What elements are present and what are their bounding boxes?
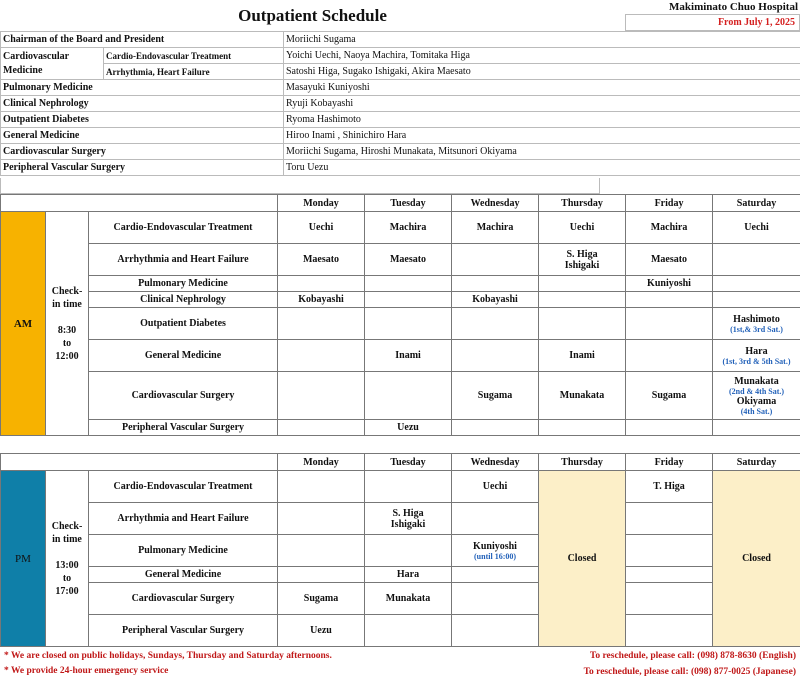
- table-row: General Medicine Hara: [1, 567, 800, 583]
- staff-value: Yoichi Uechi, Naoya Machira, Tomitaka Higa: [284, 48, 800, 64]
- staff-value: Moriichi Sugama: [284, 32, 800, 48]
- dept-label: General Medicine: [89, 567, 278, 583]
- am-schedule-table: [0, 194, 800, 436]
- pm-checkin-time: Check-in time 13:00 to 17:00: [46, 471, 89, 647]
- staff-value: Ryuji Kobayashi: [284, 96, 800, 112]
- day-header: Saturday: [713, 195, 800, 212]
- staff-label: Cardiovascular Medicine: [1, 48, 104, 80]
- day-header: Tuesday: [365, 454, 452, 471]
- table-row: PM Check-in time 13:00 to 17:00 Cardio-Endovascular Treatment Uechi Closed T. Higa Closed: [1, 471, 800, 503]
- footer-note-holidays: * We are closed on public holidays, Sundays, Thursday and Saturday afternoons.: [4, 651, 332, 661]
- staff-value: Satoshi Higa, Sugako Ishigaki, Akira Maesato: [284, 64, 800, 80]
- pm-block-label: PM: [1, 471, 46, 647]
- day-header: Thursday: [539, 454, 626, 471]
- day-header: Saturday: [713, 454, 800, 471]
- staff-row-cardio-endo: [1, 48, 800, 64]
- pm-header-row: [1, 454, 800, 471]
- staff-row-arrhythmia: [1, 64, 800, 80]
- staff-value: Moriichi Sugama, Hiroshi Munakata, Mitsunori Okiyama: [284, 144, 800, 160]
- table-row: Pulmonary Medicine Kuniyoshi: [1, 276, 800, 292]
- staff-row-pulmonary: [1, 80, 800, 96]
- table-row: Peripheral Vascular Surgery Uezu: [1, 615, 800, 647]
- table-row: Arrhythmia and Heart Failure S. Higa Ishigaki: [1, 503, 800, 535]
- saturday-closed: Closed: [713, 471, 800, 647]
- am-checkin-time: Check-in time 8:30 to 12:00: [46, 212, 89, 436]
- staff-row-chairman: [1, 32, 800, 48]
- page-title: Outpatient Schedule: [238, 6, 387, 25]
- staff-row-surgery: [1, 144, 800, 160]
- staff-table: [0, 31, 800, 176]
- day-header: Friday: [626, 454, 713, 471]
- table-row: AM Check-in time 8:30 to 12:00 Cardio-Endovascular Treatment Uechi Machira Machira Uechi Machira Uechi: [1, 212, 800, 244]
- staff-row-general: [1, 128, 800, 144]
- table-row: Arrhythmia and Heart Failure Maesato Maesato S. Higa Ishigaki Maesato: [1, 244, 800, 276]
- staff-sublabel: Cardio-Endovascular Treatment: [104, 48, 284, 64]
- dept-label: Clinical Nephrology: [89, 292, 278, 308]
- staff-label: General Medicine: [1, 128, 284, 144]
- day-header: Tuesday: [365, 195, 452, 212]
- dept-label: Outpatient Diabetes: [89, 308, 278, 340]
- dept-label: Peripheral Vascular Surgery: [89, 615, 278, 647]
- staff-value: Ryoma Hashimoto: [284, 112, 800, 128]
- day-header: Wednesday: [452, 454, 539, 471]
- day-header: Thursday: [539, 195, 626, 212]
- staff-sublabel: Arrhythmia, Heart Failure: [104, 64, 284, 80]
- staff-row-pvs: [1, 160, 800, 176]
- staff-label: Outpatient Diabetes: [1, 112, 284, 128]
- effective-date: From July 1, 2025: [625, 14, 800, 31]
- table-row: Clinical Nephrology Kobayashi Kobayashi: [1, 292, 800, 308]
- table-row: Pulmonary Medicine Kuniyoshi (until 16:00): [1, 535, 800, 567]
- dept-label: Cardiovascular Surgery: [89, 372, 278, 420]
- table-row: Cardiovascular Surgery Sugama Munakata: [1, 583, 800, 615]
- staff-value: Toru Uezu: [284, 160, 800, 176]
- table-row: Peripheral Vascular Surgery Uezu: [1, 420, 800, 436]
- table-row: General Medicine Inami Inami Hara (1st, 3rd & 5th Sat.): [1, 340, 800, 372]
- day-header: Monday: [278, 454, 365, 471]
- day-header: Friday: [626, 195, 713, 212]
- staff-label: Cardiovascular Surgery: [1, 144, 284, 160]
- dept-label: Cardiovascular Surgery: [89, 583, 278, 615]
- am-header-row: [1, 195, 800, 212]
- staff-label: Clinical Nephrology: [1, 96, 284, 112]
- staff-label: Pulmonary Medicine: [1, 80, 284, 96]
- staff-label: Peripheral Vascular Surgery: [1, 160, 284, 176]
- dept-label: General Medicine: [89, 340, 278, 372]
- hospital-name: Makiminato Chuo Hospital: [669, 1, 798, 13]
- table-row: Outpatient Diabetes Hashimoto (1st,& 3rd Sat.): [1, 308, 800, 340]
- dept-label: Arrhythmia and Heart Failure: [89, 244, 278, 276]
- staff-value: Masayuki Kuniyoshi: [284, 80, 800, 96]
- day-header: Wednesday: [452, 195, 539, 212]
- staff-label: Chairman of the Board and President: [1, 32, 284, 48]
- table-row: Cardiovascular Surgery Sugama Munakata Sugama Munakata (2nd & 4th Sat.) Okiyama (4th Sat.): [1, 372, 800, 420]
- footer-phone-japanese: To reschedule, please call: (098) 877-0025 (Japanese): [583, 667, 796, 677]
- dept-label: Arrhythmia and Heart Failure: [89, 503, 278, 535]
- dept-label: Pulmonary Medicine: [89, 535, 278, 567]
- thursday-closed: Closed: [539, 471, 626, 647]
- footer-note-emergency: * We provide 24-hour emergency service: [4, 666, 169, 676]
- dept-label: Cardio-Endovascular Treatment: [89, 471, 278, 503]
- spacer-bar: [0, 178, 600, 194]
- dept-label: Pulmonary Medicine: [89, 276, 278, 292]
- staff-value: Hiroo Inami , Shinichiro Hara: [284, 128, 800, 144]
- dept-label: Cardio-Endovascular Treatment: [89, 212, 278, 244]
- footer-phone-english: To reschedule, please call: (098) 878-8630 (English): [589, 651, 796, 661]
- day-header: Monday: [278, 195, 365, 212]
- dept-label: Peripheral Vascular Surgery: [89, 420, 278, 436]
- am-block-label: AM: [1, 212, 46, 436]
- staff-row-nephrology: [1, 96, 800, 112]
- pm-schedule-table: [0, 453, 800, 647]
- staff-row-diabetes: [1, 112, 800, 128]
